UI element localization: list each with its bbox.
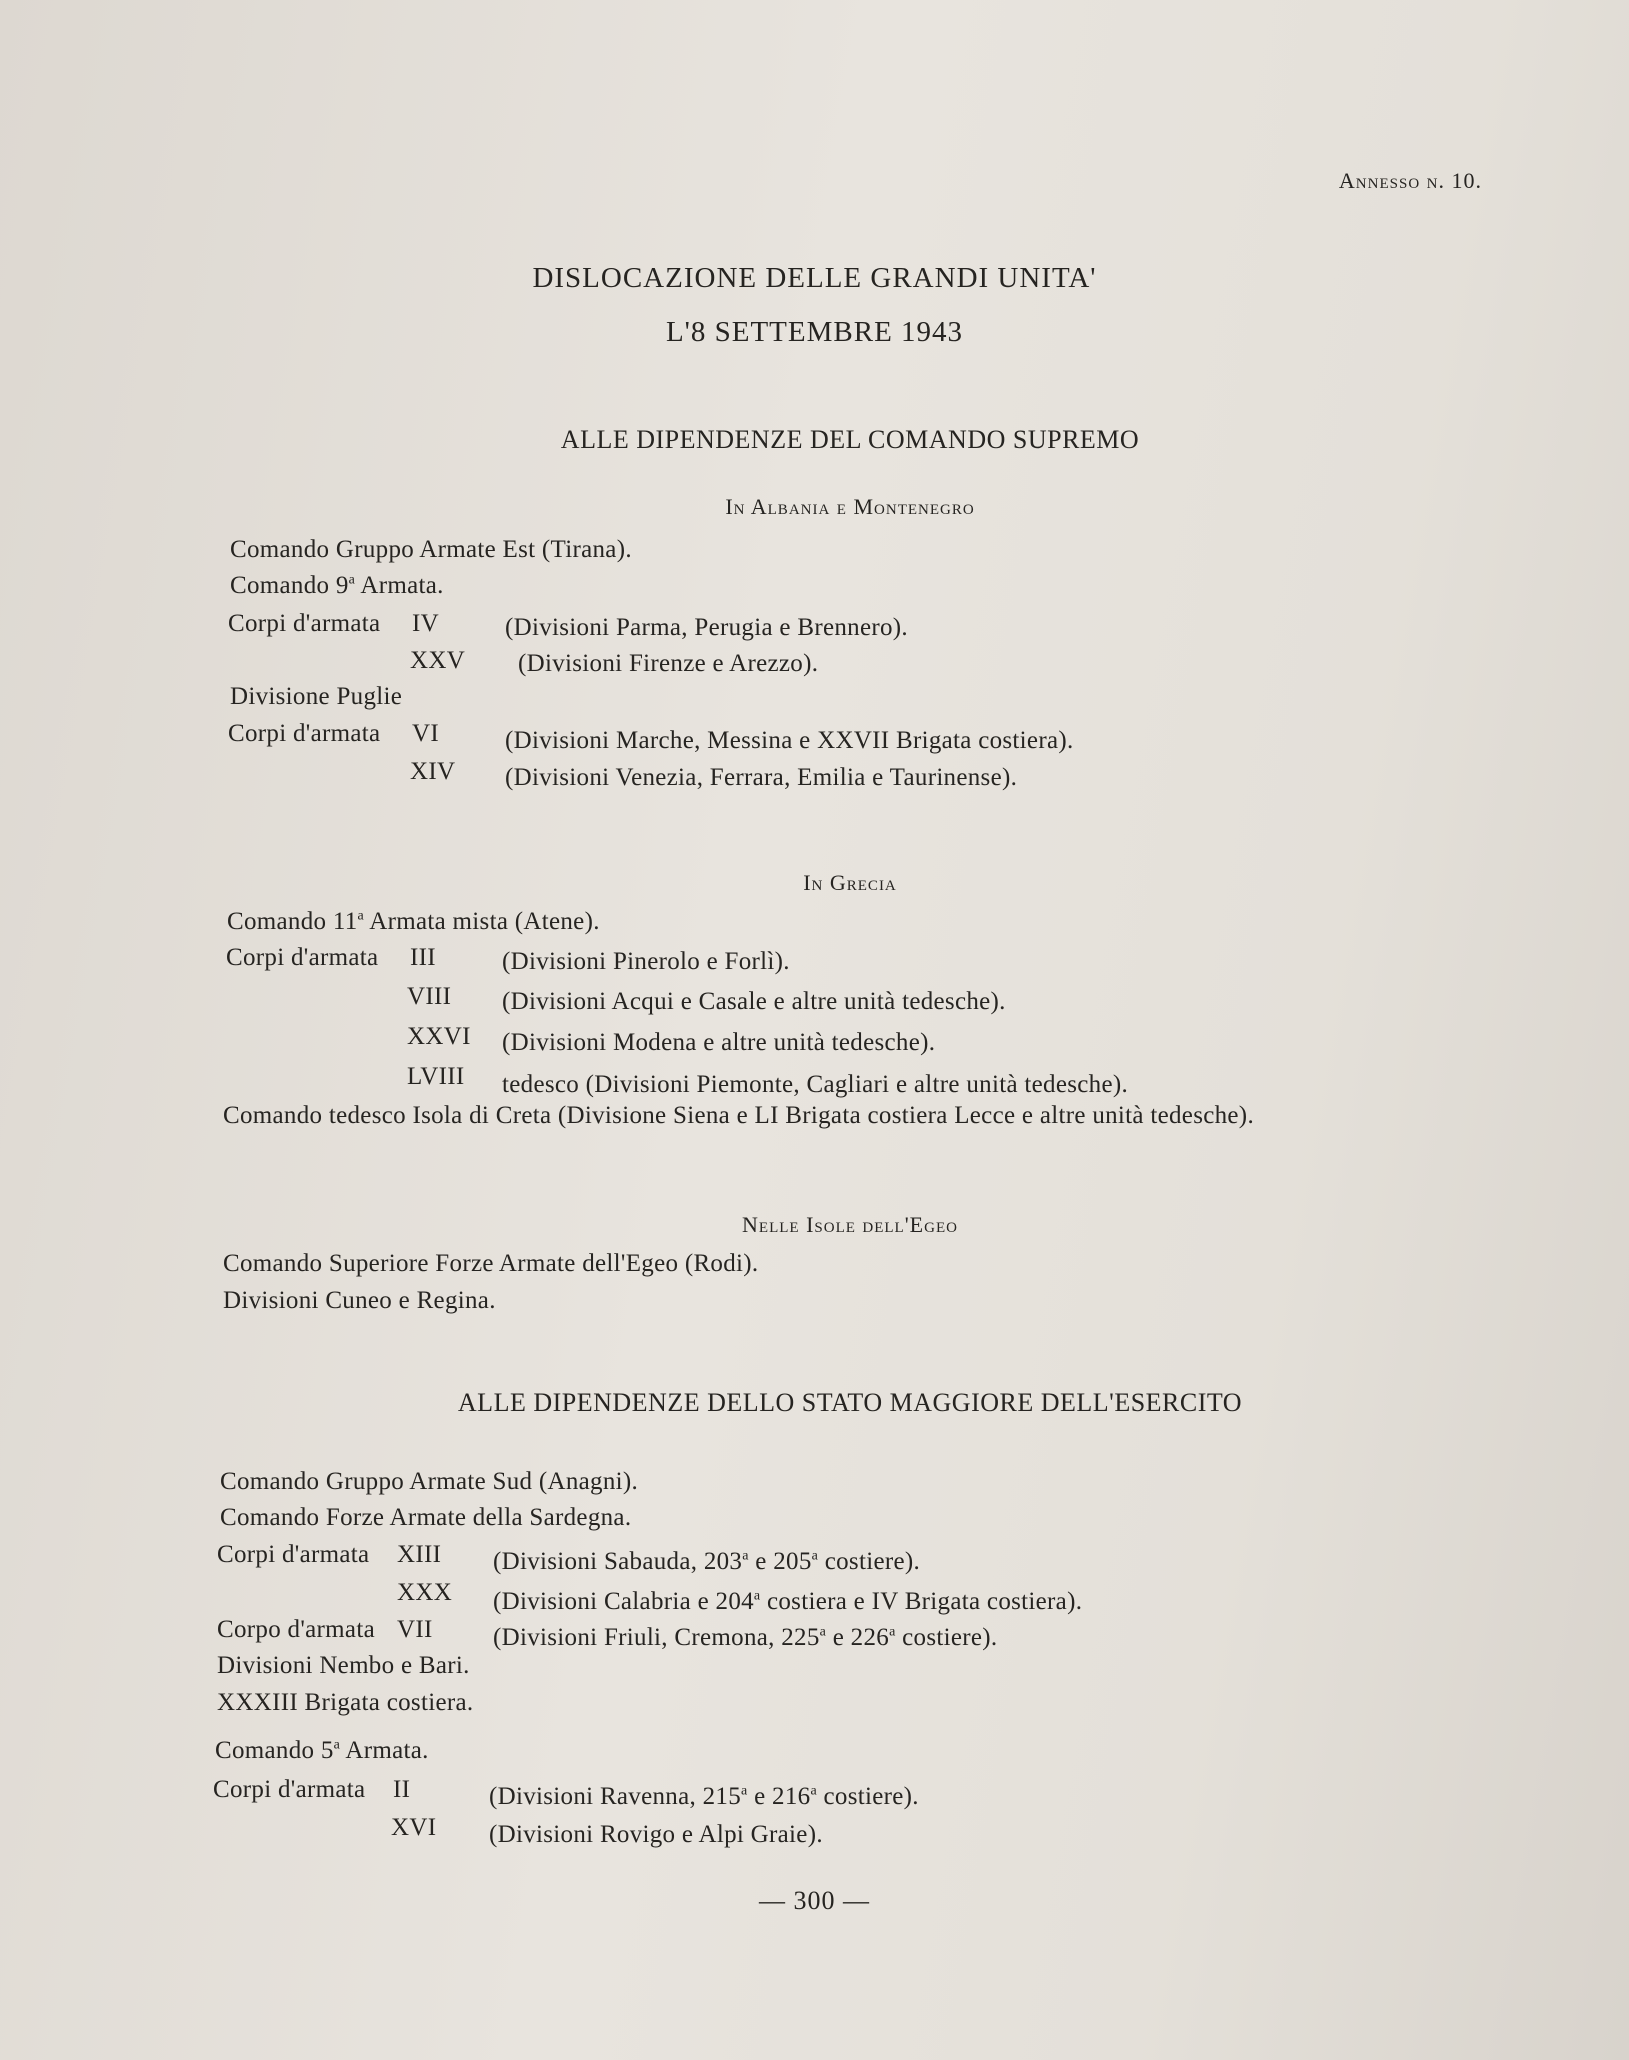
albania-line-4-desc: (Divisioni Firenze e Arezzo). xyxy=(518,650,819,677)
title-line-1: DISLOCAZIONE DELLE GRANDI UNITA' xyxy=(532,262,1097,294)
subheading-egeo: Nelle Isole dell'Egeo xyxy=(742,1212,958,1237)
sme-line-9-desc: (Divisioni Ravenna, 215$^a$ e 216$^a$ costiere). xyxy=(489,1783,919,1810)
sme-line-7: XXXIII Brigata costiera. xyxy=(217,1689,474,1716)
albania-line-7-desc: (Divisioni Venezia, Ferrara, Emilia e Taurinense). xyxy=(505,764,1018,791)
albania-line-4-num: XXV xyxy=(410,647,466,674)
sme-line-5-num: VII xyxy=(397,1616,433,1643)
grecia-line-5-desc: tedesco (Divisioni Piemonte, Cagliari e altre unità tedesche). xyxy=(502,1071,1129,1098)
albania-line-3-desc: (Divisioni Parma, Perugia e Brennero). xyxy=(505,614,908,641)
sme-line-6: Divisioni Nembo e Bari. xyxy=(217,1652,470,1679)
sme-line-10-num: XVI xyxy=(391,1814,437,1841)
sme-line-3-num: XIII xyxy=(397,1541,442,1568)
sme-line-1: Comando Gruppo Armate Sud (Anagni). xyxy=(220,1468,639,1495)
grecia-line-1: Comando 11$^a$ Armata mista (Atene). xyxy=(227,908,600,935)
section-heading-stato-maggiore: ALLE DIPENDENZE DELLO STATO MAGGIORE DELL'ESERCITO xyxy=(457,1388,1243,1417)
grecia-line-4-num: XXVI xyxy=(407,1023,471,1050)
albania-line-6-num: VI xyxy=(412,720,439,747)
page-number: — 300 — xyxy=(759,1886,870,1915)
grecia-line-3-num: VIII xyxy=(407,983,452,1010)
subheading-grecia: In Grecia xyxy=(803,870,897,895)
title-line-2: L'8 SETTEMBRE 1943 xyxy=(665,316,964,348)
sme-line-9-label: Corpi d'armata xyxy=(213,1776,366,1803)
albania-line-1: Comando Gruppo Armate Est (Tirana). xyxy=(230,536,632,563)
sme-line-8: Comando 5$^a$ Armata. xyxy=(215,1737,429,1764)
sme-line-5-desc: (Divisioni Friuli, Cremona, 225$^a$ e 226$^a$ costiere). xyxy=(493,1624,998,1651)
egeo-line-2: Divisioni Cuneo e Regina. xyxy=(223,1287,496,1314)
sme-line-4-num: XXX xyxy=(397,1579,453,1606)
albania-line-2: Comando 9$^a$ Armata. xyxy=(230,572,444,599)
albania-line-5: Divisione Puglie xyxy=(230,683,403,710)
sme-line-3-desc: (Divisioni Sabauda, 203$^a$ e 205$^a$ costiere). xyxy=(493,1548,921,1575)
sme-line-2: Comando Forze Armate della Sardegna. xyxy=(220,1504,632,1531)
albania-line-6-label: Corpi d'armata xyxy=(228,720,381,747)
albania-line-6-desc: (Divisioni Marche, Messina e XXVII Brigata costiera). xyxy=(505,727,1074,754)
grecia-line-6: Comando tedesco Isola di Creta (Divisione Siena e LI Brigata costiera Lecce e altre unità tedesche). xyxy=(223,1102,1254,1129)
egeo-line-1: Comando Superiore Forze Armate dell'Egeo (Rodi). xyxy=(223,1250,759,1277)
albania-line-3-label: Corpi d'armata xyxy=(228,610,381,637)
grecia-line-2-label: Corpi d'armata xyxy=(226,944,379,971)
grecia-line-2-desc: (Divisioni Pinerolo e Forlì). xyxy=(502,948,790,975)
grecia-line-5-num: LVIII xyxy=(407,1063,465,1090)
grecia-line-2-num: III xyxy=(410,944,436,971)
albania-line-7-num: XIV xyxy=(410,758,456,785)
sme-line-3-label: Corpi d'armata xyxy=(217,1541,370,1568)
sme-line-9-num: II xyxy=(393,1776,411,1803)
albania-line-3-num: IV xyxy=(412,610,439,637)
sme-line-5-label: Corpo d'armata xyxy=(217,1616,375,1643)
sme-line-10-desc: (Divisioni Rovigo e Alpi Graie). xyxy=(489,1821,823,1848)
sme-line-4-desc: (Divisioni Calabria e 204$^a$ costiera e IV Brigata costiera). xyxy=(493,1588,1083,1615)
annex-label: Annesso n. 10. xyxy=(1338,168,1482,193)
grecia-line-3-desc: (Divisioni Acqui e Casale e altre unità tedesche). xyxy=(502,988,1006,1015)
subheading-albania: In Albania e Montenegro xyxy=(725,494,975,519)
grecia-line-4-desc: (Divisioni Modena e altre unità tedesche). xyxy=(502,1029,936,1056)
section-heading-comando-supremo: ALLE DIPENDENZE DEL COMANDO SUPREMO xyxy=(560,425,1140,454)
